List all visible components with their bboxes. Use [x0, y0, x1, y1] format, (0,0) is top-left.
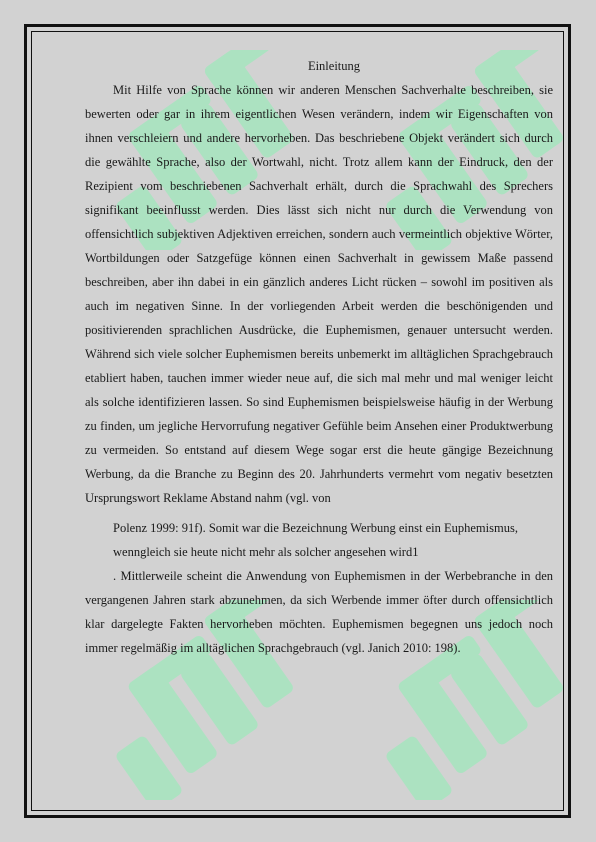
paragraph: wenngleich sie heute nicht mehr als solcher angesehen wird1	[113, 545, 419, 559]
paragraph: Mit Hilfe von Sprache können wir anderen Menschen Sachverhalte beschreiben, sie bewerten oder gar in ihrem eigentlichen Wesen verändern, indem wir Eigenschaften von ihnen verschleiern und andere hervorheben. Das beschriebene Objekt verändert sich durch die gewählte Sprache, also der Wortwahl, nicht. Trotz allem kann der Eindruck, den der Rezipient vom beschriebenen Sachverhalt erhält, durch die Sprachwahl des Sprechers signifikant beeinflusst werden. Dies lässt sich nicht nur durch die Verwendung von offensichtlich subjektiven Adjektiven erreichen, sondern auch vermeintlich objektive Wörter, Wortbildungen oder Satzgefüge können einen Sachverhalt in gewissem Maße passend beschreiben, aber ihn dabei in ein gänzlich anderes Licht rücken – sowohl im positiven als auch im negativen Sinne. In der vorliegenden Arbeit werden die beschönigenden und positivierenden sprachlichen Ausdrücke, die Euphemismen, genauer untersucht werden. Während sich viele solcher Euphemismen bereits unbemerkt im alltäglichen Sprachgebrauch etabliert haben, tauchen immer wieder neue auf, die sich mal mehr und mal weniger leicht als solche identifizieren lassen. So sind Euphemismen beispielsweise häufig in der Werbung zu finden, um jegliche Hervorrufung negativer Gefühle beim Ansehen einer Produktwerbung zu vermeiden. So entstand auf diesem Wege sogar erst die heute gängige Bezeichnung Werbung, da die Branche zu Beginn des 20. Jahrhunderts vermehrt vom negativ besetzten Ursprungswort Reklame Abstand nahm (vgl. von	[85, 83, 553, 505]
document-body	[85, 54, 553, 660]
paragraph: . Mittlerweile scheint die Anwendung von Euphemismen in der Werbebranche in den vergangenen Jahren stark abzunehmen, da sich Werbende immer öfter durch offensichtlich klar dargelegte Fakten hervorheben möchten. Euphemismen begegnen uns jedoch noch immer regelmäßig im alltäglichen Sprachgebrauch (vgl. Janich 2010: 198).	[85, 569, 553, 655]
document-title: Einleitung	[307, 59, 361, 73]
paragraph: Polenz 1999: 91f). Somit war die Bezeichnung Werbung einst ein Euphemismus,	[113, 521, 518, 535]
